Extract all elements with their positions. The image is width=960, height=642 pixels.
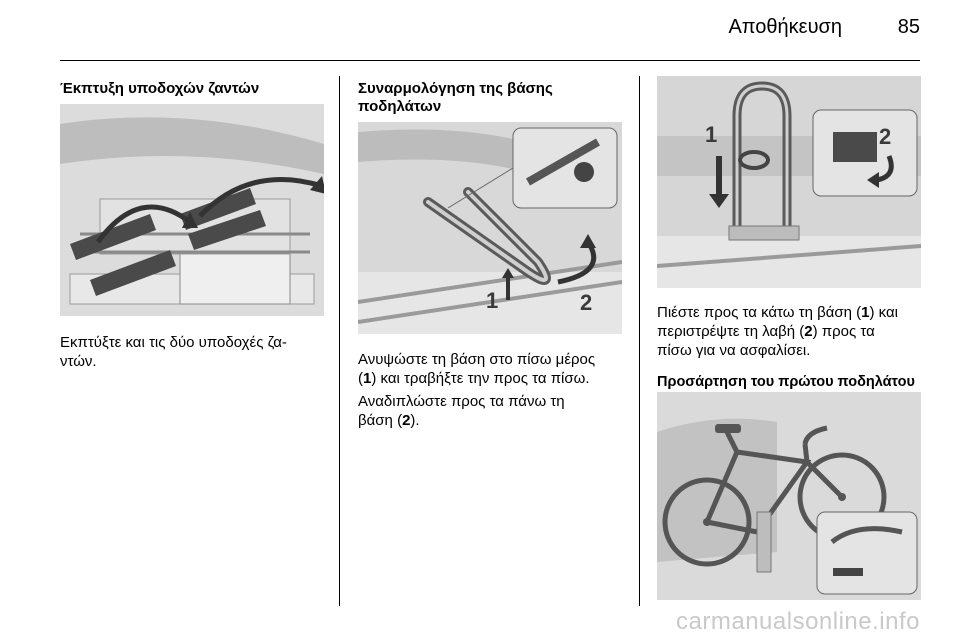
heading-line: ποδηλάτων	[358, 98, 442, 115]
text-span: Πιέστε προς τα κάτω τη βάση (	[657, 304, 862, 321]
text-span: ).	[410, 412, 420, 429]
figure-assemble-carrier	[358, 122, 622, 334]
text-line: Αναδιπλώστε προς τα πάνω τη	[358, 393, 565, 410]
text-line	[657, 303, 927, 322]
section-heading-assemble-carrier	[358, 80, 628, 116]
figure-wheel-holders	[60, 104, 324, 316]
text-line: πίσω για να ασφαλίσει.	[657, 342, 811, 359]
figure-label-2: 2	[580, 290, 593, 315]
text-line	[657, 322, 927, 341]
text-span: ) και	[869, 304, 898, 321]
section-heading-wheel-holders: Έκπτυξη υποδοχών ζαντών	[60, 80, 260, 97]
ref-number: 2	[804, 323, 813, 340]
figure-attach-bike	[657, 392, 921, 600]
figure-lock-carrier	[657, 76, 921, 288]
paragraph-lock-handle	[657, 303, 927, 360]
heading-line: Συναρμολόγηση της βάσης	[358, 80, 553, 97]
text-span: ) προς τα	[812, 323, 875, 340]
text-span: βάση (	[358, 412, 403, 429]
paragraph-lift-carrier	[358, 350, 628, 388]
figure-label-1: 1	[705, 122, 718, 147]
ref-number: 1	[363, 370, 372, 387]
watermark: carmanualsonline.info	[676, 608, 920, 635]
ref-number: 1	[861, 304, 870, 321]
column-divider-2	[639, 76, 640, 606]
figure-label-2: 2	[879, 124, 892, 149]
text-span: ) και τραβήξτε την προς τα πίσω.	[371, 370, 590, 387]
text-line: Ανυψώστε τη βάση στο πίσω μέρος	[358, 351, 596, 368]
page-header-title: Αποθήκευση	[728, 16, 842, 38]
column-divider-1	[339, 76, 340, 606]
ref-number: 2	[402, 412, 411, 429]
paragraph-wheel-holders: Εκπτύξτε και τις δύο υποδοχές ζα- ντών.	[60, 334, 287, 370]
text-line: (1) και τραβήξτε την προς τα πίσω.	[358, 370, 590, 387]
figure-label-1: 1	[486, 288, 499, 313]
header-rule	[60, 60, 920, 61]
text-span: περιστρέψτε τη λαβή (	[657, 323, 805, 340]
section-heading-attach-first-bike: Προσάρτηση του πρώτου ποδηλάτου	[657, 374, 915, 390]
paragraph-fold-up	[358, 392, 628, 430]
page-number: 85	[897, 16, 920, 38]
text-line	[358, 411, 628, 430]
